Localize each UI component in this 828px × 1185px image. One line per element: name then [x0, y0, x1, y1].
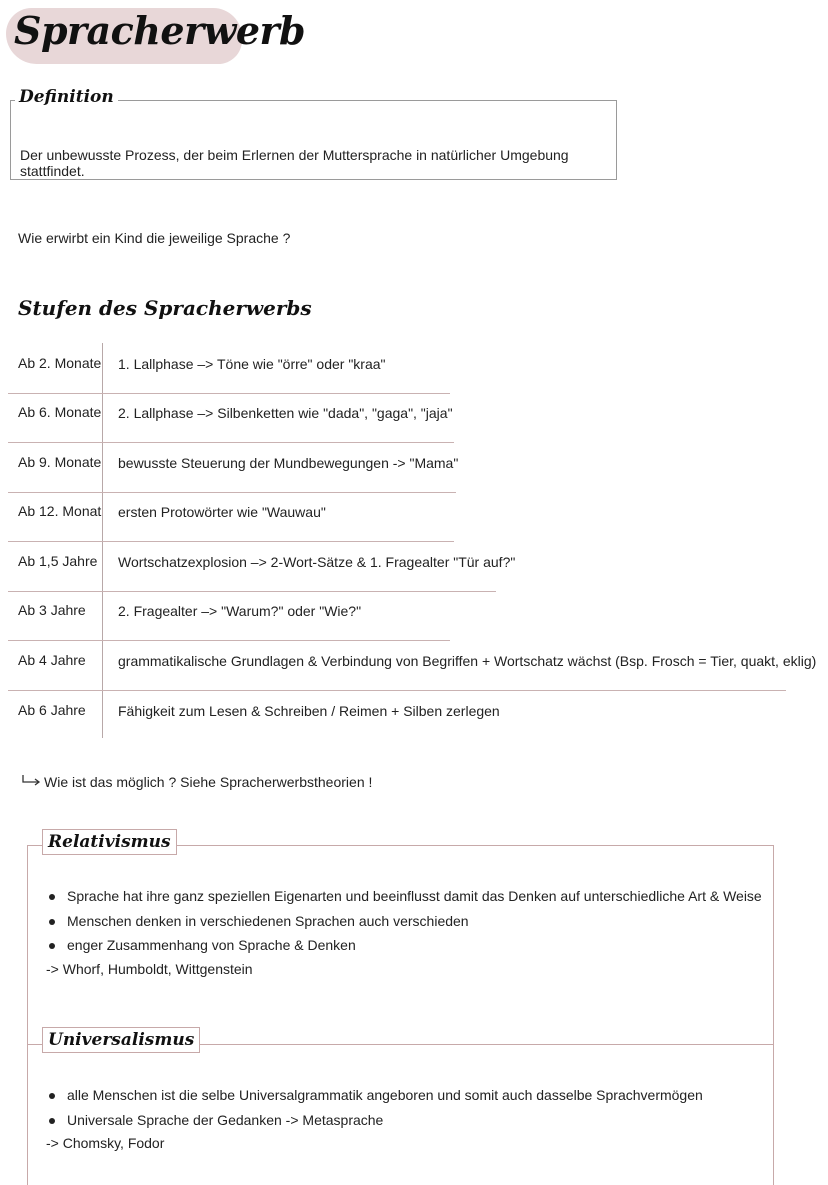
universalismus-names: -> Chomsky, Fodor — [46, 1135, 165, 1151]
row-divider — [8, 442, 454, 443]
row-description: ersten Protowörter wie "Wauwau" — [118, 504, 326, 520]
row-divider — [8, 690, 786, 691]
table-row — [0, 692, 828, 741]
definition-label: Definition — [15, 87, 118, 107]
table-row — [0, 493, 828, 542]
relativismus-label: Relativismus — [42, 829, 177, 855]
list-item: Menschen denken in verschiedenen Sprachen auch verschieden — [45, 909, 762, 934]
page-title: Spracherwerb — [14, 8, 306, 53]
table-row — [0, 543, 828, 592]
list-item: enger Zusammenhang von Sprache & Denken — [45, 933, 762, 958]
row-description: grammatikalische Grundlagen & Verbindung von Begriffen + Wortschatz wächst (Bsp. Frosch = Tier, quakt, eklig) — [118, 653, 817, 669]
relativismus-list — [45, 884, 762, 958]
table-row — [0, 345, 828, 394]
relativismus-names: -> Whorf, Humboldt, Wittgenstein — [46, 961, 253, 977]
row-description: 2. Fragealter –> "Warum?" oder "Wie?" — [118, 603, 362, 619]
row-age: Ab 12. Monat — [18, 503, 102, 519]
row-age: Ab 6. Monate — [18, 404, 102, 420]
table-row — [0, 642, 828, 691]
row-age: Ab 2. Monate — [18, 355, 102, 371]
row-description: 2. Lallphase –> Silbenketten wie "dada", "gaga", "jaja" — [118, 405, 453, 421]
stufen-heading: Stufen des Spracherwerbs — [18, 296, 312, 320]
row-age: Ab 1,5 Jahre — [18, 553, 98, 569]
followup-line — [18, 774, 372, 790]
row-description: Fähigkeit zum Lesen & Schreiben / Reimen + Silben zerlegen — [118, 703, 500, 719]
row-divider — [8, 541, 454, 542]
row-description: 1. Lallphase –> Töne wie "örre" oder "kraa" — [118, 356, 386, 372]
question-text: Wie erwirbt ein Kind die jeweilige Sprache ? — [18, 230, 291, 246]
followup-text: Wie ist das möglich ? Siehe Spracherwerbstheorien ! — [44, 774, 373, 790]
row-divider — [8, 640, 450, 641]
row-description: bewusste Steuerung der Mundbewegungen -> "Mama" — [118, 455, 459, 471]
table-row — [0, 444, 828, 493]
table-row — [0, 394, 828, 443]
universalismus-label: Universalismus — [42, 1027, 200, 1053]
turn-arrow-icon — [18, 774, 44, 788]
row-age: Ab 6 Jahre — [18, 702, 86, 718]
row-description: Wortschatzexplosion –> 2-Wort-Sätze & 1. Fragealter "Tür auf?" — [118, 554, 516, 570]
table-row — [0, 592, 828, 641]
definition-box — [10, 87, 617, 180]
row-age: Ab 9. Monate — [18, 454, 102, 470]
definition-text: Der unbewusste Prozess, der beim Erlernen der Muttersprache in natürlicher Umgebung stattfindet. — [20, 147, 569, 179]
list-item: Universale Sprache der Gedanken -> Metasprache — [45, 1108, 703, 1133]
universalismus-list — [45, 1083, 703, 1132]
row-age: Ab 4 Jahre — [18, 652, 86, 668]
row-age: Ab 3 Jahre — [18, 602, 86, 618]
list-item: alle Menschen ist die selbe Universalgrammatik angeboren und somit auch dasselbe Sprachvermögen — [45, 1083, 703, 1108]
list-item: Sprache hat ihre ganz speziellen Eigenarten und beeinflusst damit das Denken auf unterschiedliche Art & Weise — [45, 884, 762, 909]
